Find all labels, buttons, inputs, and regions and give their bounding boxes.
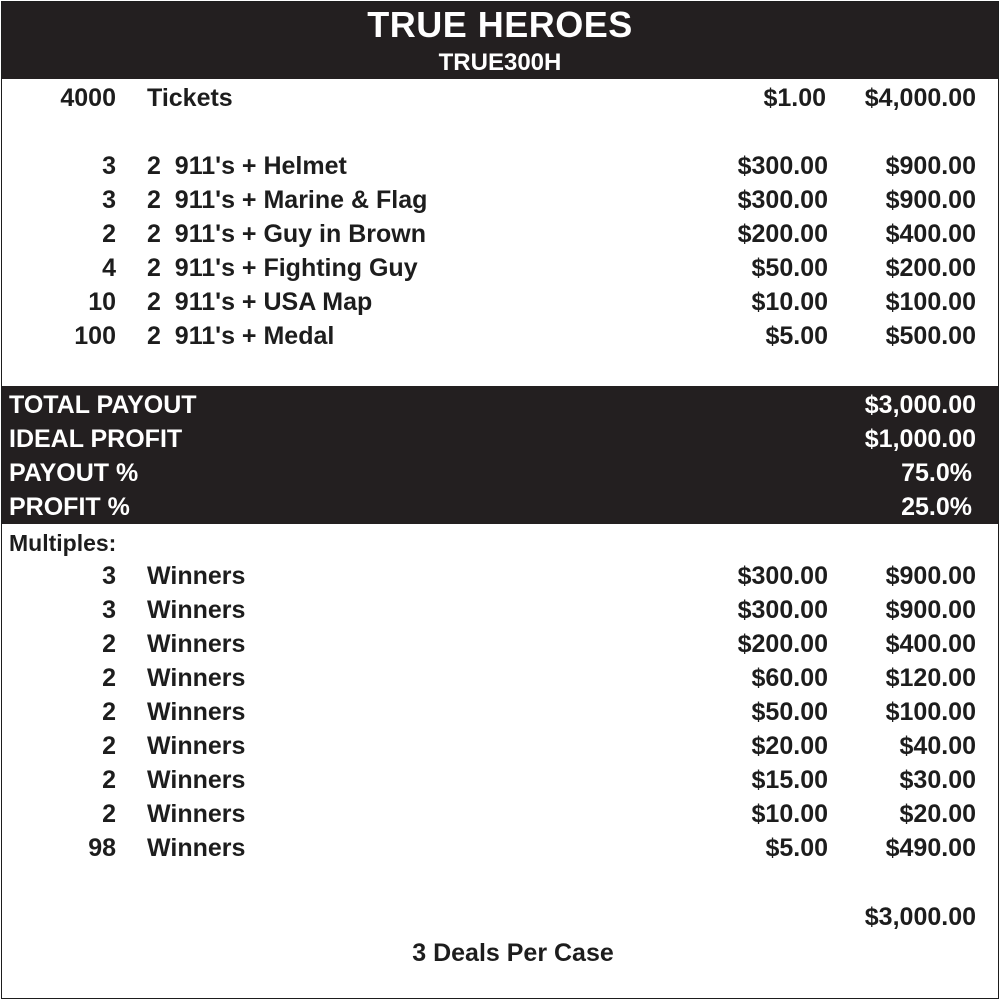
multiple-row: [2, 831, 998, 865]
prize-count: 2: [102, 220, 116, 248]
winner-count: 2: [102, 766, 116, 794]
winner-label: Winners: [147, 596, 246, 624]
prize-description: 2 911's + Guy in Brown: [147, 220, 426, 248]
winner-total: $40.00: [899, 732, 976, 760]
winner-prize: $300.00: [737, 562, 828, 590]
prize-total: $500.00: [885, 322, 976, 350]
winner-label: Winners: [147, 766, 246, 794]
prize-row: [2, 217, 998, 251]
prize-amount: $300.00: [737, 186, 828, 214]
multiple-row: [2, 729, 998, 763]
tickets-count: 4000: [60, 84, 116, 112]
ticket-price: $1.00: [763, 84, 826, 112]
winner-label: Winners: [147, 800, 246, 828]
prize-amount: $300.00: [737, 152, 828, 180]
winner-total: $400.00: [885, 630, 976, 658]
winner-prize: $200.00: [737, 630, 828, 658]
prize-total: $400.00: [885, 220, 976, 248]
winner-count: 2: [102, 732, 116, 760]
tickets-total: $4,000.00: [864, 84, 976, 112]
tickets-row: [2, 81, 998, 115]
multiples-heading: Multiples:: [9, 530, 117, 556]
header-band: [2, 2, 998, 79]
prize-count: 100: [74, 322, 116, 350]
payout-percent-row: [2, 456, 998, 490]
winner-total: $120.00: [885, 664, 976, 692]
winner-label: Winners: [147, 732, 246, 760]
multiple-row: [2, 695, 998, 729]
ideal-profit-row: [2, 422, 998, 456]
prize-description: 2 911's + Fighting Guy: [147, 254, 418, 282]
prize-count: 4: [102, 254, 116, 282]
winner-prize: $300.00: [737, 596, 828, 624]
winner-label: Winners: [147, 664, 246, 692]
prize-description: 2 911's + Medal: [147, 322, 335, 350]
winner-label: Winners: [147, 698, 246, 726]
prize-description: 2 911's + USA Map: [147, 288, 373, 316]
prize-row: [2, 285, 998, 319]
profit-percent-row: [2, 490, 998, 524]
winner-count: 3: [102, 562, 116, 590]
winner-prize: $10.00: [751, 800, 828, 828]
winner-label: Winners: [147, 562, 246, 590]
prize-total: $900.00: [885, 152, 976, 180]
flare-sheet: [1, 1, 999, 999]
prize-total: $900.00: [885, 186, 976, 214]
prize-count: 3: [102, 186, 116, 214]
profit-percent-value: 25.0%: [901, 493, 972, 521]
total-payout-value: $3,000.00: [864, 391, 976, 419]
profit-percent-label: PROFIT %: [9, 493, 130, 521]
winner-prize: $20.00: [751, 732, 828, 760]
winner-total: $20.00: [899, 800, 976, 828]
prize-count: 3: [102, 152, 116, 180]
prize-count: 10: [88, 288, 116, 316]
prize-row: [2, 149, 998, 183]
winner-label: Winners: [147, 630, 246, 658]
winner-total: $900.00: [885, 596, 976, 624]
prize-row: [2, 183, 998, 217]
prize-description: 2 911's + Marine & Flag: [147, 186, 428, 214]
deals-per-case-note: 3 Deals Per Case: [412, 939, 614, 967]
multiple-row: [2, 797, 998, 831]
prize-amount: $50.00: [751, 254, 828, 282]
tickets-label: Tickets: [147, 84, 233, 112]
winner-prize: $15.00: [751, 766, 828, 794]
payout-percent-label: PAYOUT %: [9, 459, 139, 487]
multiple-row: [2, 661, 998, 695]
winner-prize: $50.00: [751, 698, 828, 726]
game-code: TRUE300H: [438, 49, 562, 76]
winner-total: $490.00: [885, 834, 976, 862]
winner-count: 2: [102, 664, 116, 692]
winner-count: 2: [102, 800, 116, 828]
ideal-profit-value: $1,000.00: [864, 425, 976, 453]
winner-total: $100.00: [885, 698, 976, 726]
total-payout-label: TOTAL PAYOUT: [9, 391, 197, 419]
winner-prize: $5.00: [765, 834, 828, 862]
winner-label: Winners: [147, 834, 246, 862]
payout-percent-value: 75.0%: [901, 459, 972, 487]
total-payout-row: [2, 388, 998, 422]
multiple-row: [2, 627, 998, 661]
prize-amount: $10.00: [751, 288, 828, 316]
prize-amount: $200.00: [737, 220, 828, 248]
prize-row: [2, 319, 998, 353]
multiples-grand-total: $3,000.00: [864, 903, 976, 931]
winner-count: 3: [102, 596, 116, 624]
summary-band: [2, 386, 998, 524]
winner-count: 98: [88, 834, 116, 862]
winner-count: 2: [102, 698, 116, 726]
prize-amount: $5.00: [765, 322, 828, 350]
winner-count: 2: [102, 630, 116, 658]
winner-prize: $60.00: [751, 664, 828, 692]
multiple-row: [2, 559, 998, 593]
winner-total: $30.00: [899, 766, 976, 794]
prize-total: $200.00: [885, 254, 976, 282]
multiple-row: [2, 593, 998, 627]
prize-description: 2 911's + Helmet: [147, 152, 347, 180]
prize-total: $100.00: [885, 288, 976, 316]
prize-row: [2, 251, 998, 285]
game-title: TRUE HEROES: [367, 4, 633, 45]
ideal-profit-label: IDEAL PROFIT: [9, 425, 183, 453]
winner-total: $900.00: [885, 562, 976, 590]
multiple-row: [2, 763, 998, 797]
